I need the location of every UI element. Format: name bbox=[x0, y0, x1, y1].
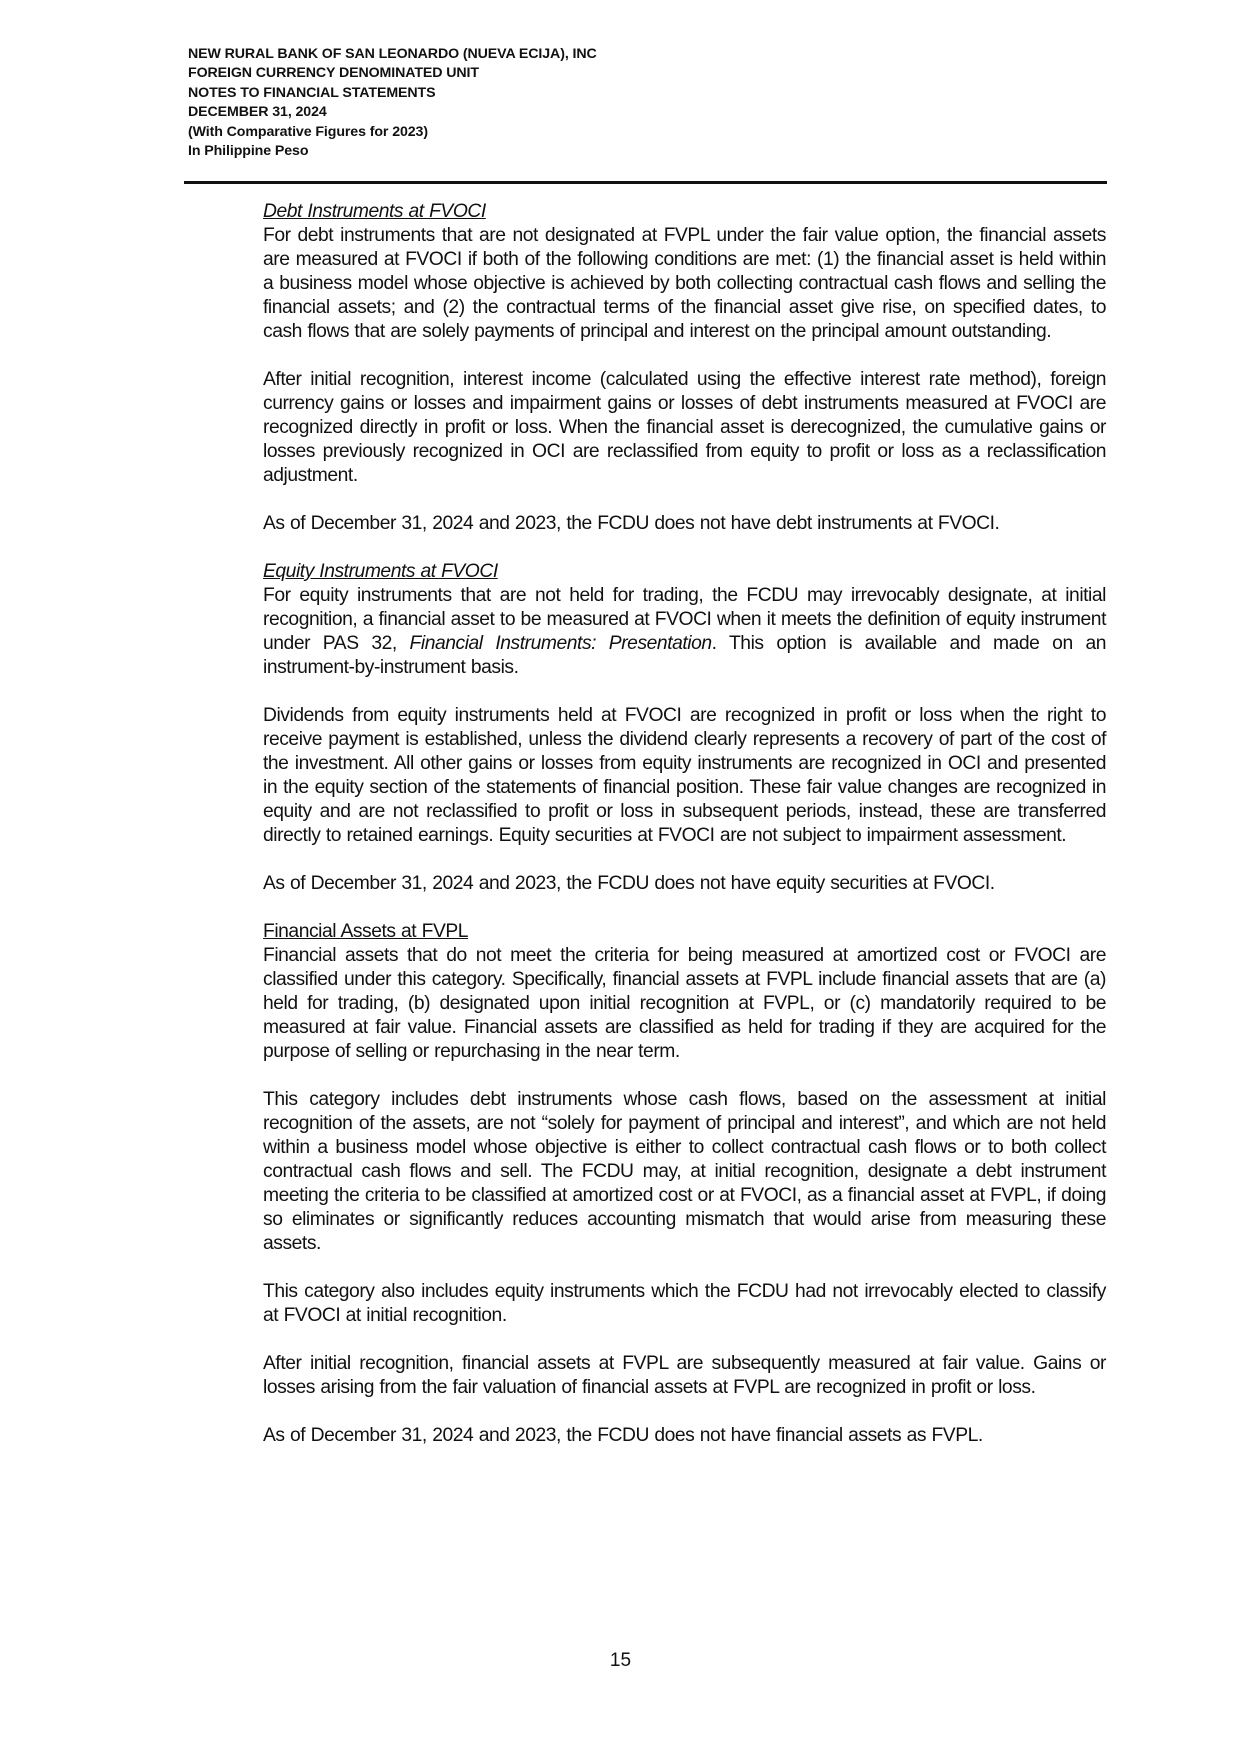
section-heading: Equity Instruments at FVOCI bbox=[263, 561, 498, 582]
section-fvpl bbox=[263, 920, 1106, 1064]
paragraph: Dividends from equity instruments held at FVOCI are recognized in profit or loss when the right to receive payment is established, unless the dividend clearly represents a recovery of part of the cost of the investment. All other gains or losses from equity instruments are recognized in OCI and presented in the equity section of the statements of financial position. These fair value changes are recognized in equity and are not reclassified to profit or loss in subsequent periods, instead, these are transferred directly to retained earnings. Equity securities at FVOCI are not subject to impairment assessment. bbox=[263, 705, 1106, 846]
paragraph: As of December 31, 2024 and 2023, the FCDU does not have financial assets as FVPL. bbox=[263, 1425, 983, 1446]
paragraph: For debt instruments that are not designated at FVPL under the fair value option, the financial assets are measured at FVOCI if both of the following conditions are met: (1) the financial asset is held within a business model whose objective is achieved by both collecting contractual cash flows and selling the financial assets; and (2) the contractual terms of the financial asset give rise, on specified dates, to cash flows that are solely payments of principal and interest on the principal amount outstanding. bbox=[263, 225, 1106, 342]
paragraph: This category includes debt instruments whose cash flows, based on the assessment at initial recognition of the assets, are not “solely for payment of principal and interest”, and which are not held within a business model whose objective is either to collect contractual cash flows or to both collect contractual cash flows and sell. The FCDU may, at initial recognition, designate a debt instrument meeting the criteria to be classified at amortized cost or at FVOCI, as a financial asset at FVPL, if doing so eliminates or significantly reduces accounting mismatch that would arise from measuring these assets. bbox=[263, 1089, 1106, 1254]
page-number: 15 bbox=[609, 1650, 632, 1671]
section-heading: Debt Instruments at FVOCI bbox=[263, 201, 486, 222]
paragraph: As of December 31, 2024 and 2023, the FCDU does not have equity securities at FVOCI. bbox=[263, 873, 995, 894]
document-body bbox=[263, 200, 1106, 1472]
company-name: NEW RURAL BANK OF SAN LEONARDO (NUEVA ECIJA), INC bbox=[188, 46, 597, 62]
paragraph: After initial recognition, interest income (calculated using the effective interest rate method), foreign currency gains or losses and impairment gains or losses of debt instruments measured at FVOCI are recognized directly in profit or loss. When the financial asset is derecognized, the cumulative gains or losses previously recognized in OCI are reclassified from equity to profit or loss as a reclassification adjustment. bbox=[263, 369, 1106, 486]
comparative-note: (With Comparative Figures for 2023) bbox=[188, 123, 428, 140]
header-divider bbox=[184, 181, 1107, 184]
standard-title: Financial Instruments: Presentation bbox=[409, 633, 712, 654]
paragraph: After initial recognition, financial assets at FVPL are subsequently measured at fair value. Gains or losses arising from the fair valuation of financial assets at FVPL are recognized in profit or loss. bbox=[263, 1353, 1106, 1398]
paragraph: Financial assets that do not meet the criteria for being measured at amortized cost or FVOCI are classified under this category. Specifically, financial assets at FVPL include financial assets that are (a) held for trading, (b) designated upon initial recognition at FVPL, or (c) mandatorily required to be measured at fair value. Financial assets are classified as held for trading if they are acquired for the purpose of selling or repurchasing in the near term. bbox=[263, 945, 1106, 1062]
document-header bbox=[188, 45, 597, 161]
section-heading: Financial Assets at FVPL bbox=[263, 921, 469, 942]
unit-name: FOREIGN CURRENCY DENOMINATED UNIT bbox=[188, 65, 479, 82]
statement-title: NOTES TO FINANCIAL STATEMENTS bbox=[188, 84, 436, 101]
paragraph-text: . This option is available and made on an instrument-by-instrument basis. bbox=[263, 633, 1106, 678]
paragraph: This category also includes equity instruments which the FCDU had not irrevocably elected to classify at FVOCI at initial recognition. bbox=[263, 1281, 1106, 1326]
statement-date: DECEMBER 31, 2024 bbox=[188, 104, 327, 121]
paragraph: As of December 31, 2024 and 2023, the FCDU does not have debt instruments at FVOCI. bbox=[263, 513, 1000, 534]
section-equity-fvoci bbox=[263, 560, 1106, 680]
currency-note: In Philippine Peso bbox=[188, 143, 309, 160]
paragraph-text: For equity instruments that are not held for trading, the FCDU may irrevocably designate, at initial recognition, a financial asset to be measured at FVOCI when it meets the definition of equity instrument under PAS 32, bbox=[263, 585, 1106, 654]
section-debt-fvoci bbox=[263, 200, 1106, 344]
